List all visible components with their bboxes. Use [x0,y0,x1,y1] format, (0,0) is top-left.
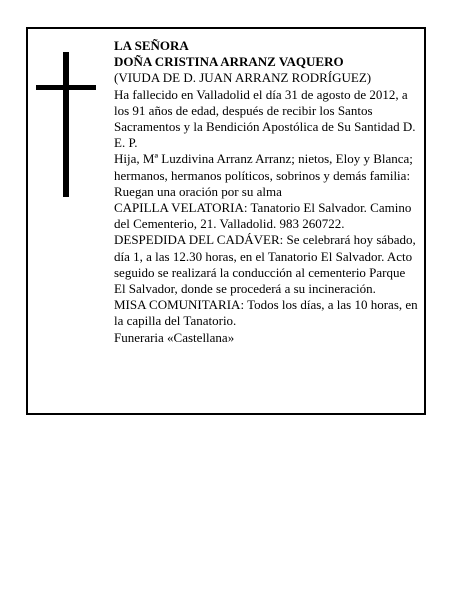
cross-vertical-bar [63,52,69,197]
funeral-home: Funeraria «Castellana» [114,329,235,345]
widow-of-line: (VIUDA DE D. JUAN ARRANZ RODRÍGUEZ) [114,70,372,86]
family-members: Hija, Mª Luzdivina Arranz Arranz; nietos, Eloy y Blanca; hermanos, hermanos políticos, sobrinos y demás familia: [114,151,413,183]
notice-title: LA SEÑORA [114,38,189,53]
latin-cross-icon [36,52,96,197]
deceased-name: DOÑA CRISTINA ARRANZ VAQUERO [114,54,344,70]
community-mass-info: MISA COMUNITARIA: Todos los días, a las 10 horas, en la capilla del Tanatorio. [114,297,418,329]
prayer-request: Ruegan una oración por su alma [114,183,282,199]
farewell-info: DESPEDIDA DEL CADÁVER: Se celebrará hoy sábado, día 1, a las 12.30 horas, en el Tanatorio El Salvador. Acto seguido se realizará la conducción al cementerio Parque El Salvador, donde se procederá a su incineración. [114,232,416,297]
obituary-text [114,38,420,346]
death-announcement: Ha fallecido en Valladolid el día 31 de agosto de 2012, a los 91 años de edad, después de recibir los Santos Sacramentos y la Bendición Apostólica de Su Santidad D. E. P. [114,86,416,151]
wake-chapel-info: CAPILLA VELATORIA: Tanatorio El Salvador. Camino del Cementerio, 21. Valladolid. 983 260722. [114,200,412,232]
cross-horizontal-bar [36,85,96,90]
